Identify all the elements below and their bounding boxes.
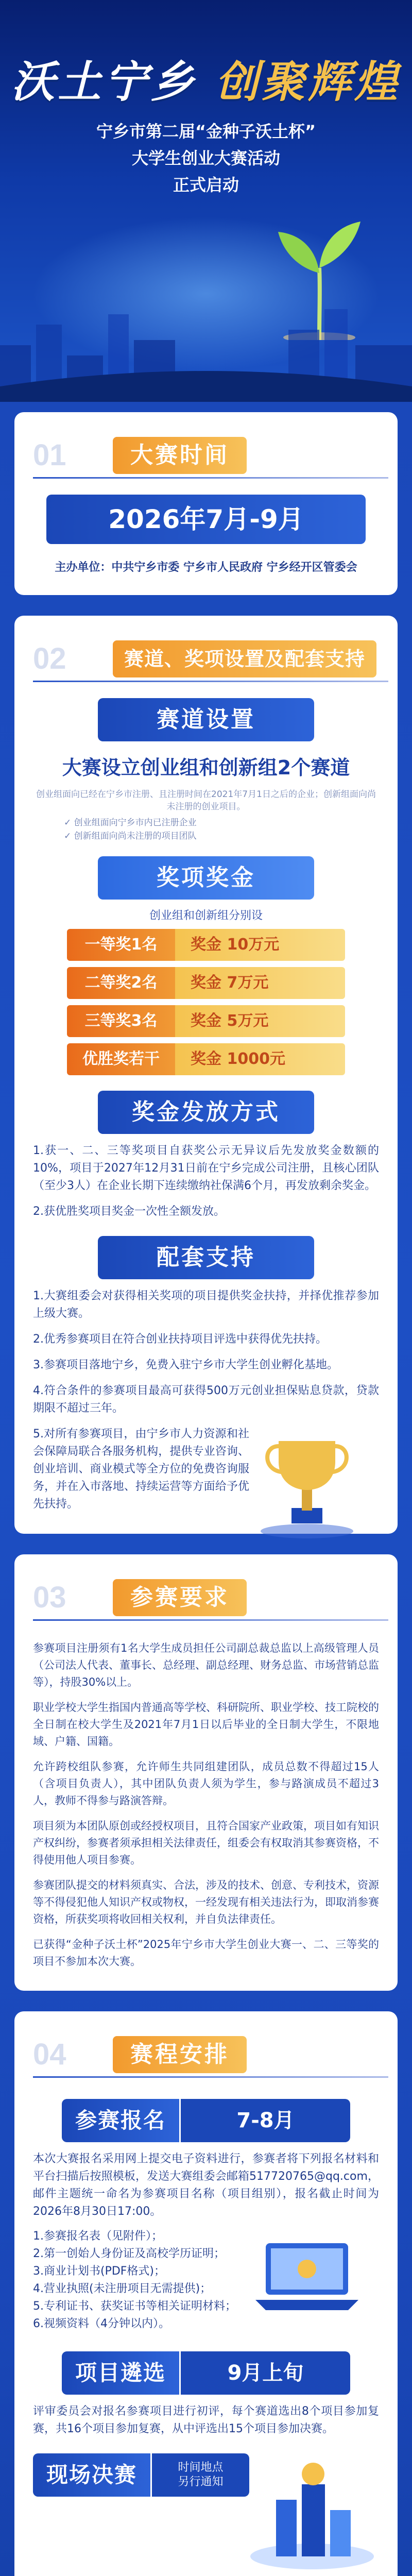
support-text-2: 2.优秀参赛项目在符合创业扶持项目评选中获得优先扶持。 <box>33 1333 327 1346</box>
schedule-registration: 参赛报名 7-8月 <box>62 2099 350 2142</box>
payment-title: 奖金发放方式 <box>98 1091 314 1134</box>
requirement-4: 项目须为本团队原创或经授权项目，且符合国家产业政策，项目如有知识产权纠纷，参赛者须承担相关法律责任，组委会有权取消其参赛资格，不得使用他人项目参赛。 <box>33 1820 379 1866</box>
section-tracks <box>14 616 398 1534</box>
material-item: 6.视频资料（4分钟以内）。 <box>33 2317 170 2330</box>
city-model-illustration-icon <box>245 2453 379 2572</box>
prize-subtitle: 创业组和创新组分别设 <box>149 909 263 922</box>
section-tag: 大赛时间 <box>113 437 247 474</box>
schedule-selection: 项目遴选 9月上旬 <box>62 2351 350 2395</box>
prize-row: 一等奖1名 奖金 10万元 <box>33 929 379 961</box>
laptop-illustration-icon <box>250 2223 364 2326</box>
section-number: 02 <box>33 642 66 675</box>
prize-row: 优胜奖若干 奖金 1000元 <box>33 1043 379 1075</box>
section-time <box>14 412 398 595</box>
section-number: 03 <box>33 1581 66 1614</box>
hero-subtitle-3: 正式启动 <box>173 175 239 195</box>
hero-subtitle-2: 大学生创业大赛活动 <box>131 148 280 168</box>
support-text-1: 1.大赛组委会对获得相关奖项的项目提供奖金扶持，并择优推荐参加上级大赛。 <box>33 1290 379 1320</box>
material-item: 2.第一创始人身份证及高校学历证明； <box>33 2247 225 2260</box>
requirement-1: 参赛项目注册须有1名大学生成员担任公司副总裁总监以上高级管理人员（公司法人代表、董事长、总经理、副总经理、财务总监、市场营销总监等），持股30%以上。 <box>33 1642 379 1688</box>
material-item: 1.参赛报名表（见附件）； <box>33 2230 163 2243</box>
date-pill: 2026年7月-9月 <box>46 495 366 544</box>
section-tag: 赛程安排 <box>113 2036 247 2073</box>
hero-banner <box>0 0 412 402</box>
track-line: 大赛设立创业组和创新组2个赛道 <box>62 756 350 779</box>
prize-row: 三等奖3名 奖金 5万元 <box>33 1005 379 1037</box>
support-text-3: 3.参赛项目落地宁乡，免费入驻宁乡市大学生创业孵化基地。 <box>33 1359 338 1371</box>
prize-row: 二等奖2名 奖金 7万元 <box>33 967 379 999</box>
registration-text: 本次大赛报名采用网上提交电子资料进行，参赛者将下列报名材料和平台扫描后按照模板，发送大赛组委会邮箱517720765@qq.com，邮件主题统一命名为参赛项目名称（项目组别），报名截止时间为2026年8月30日17:00。 <box>33 2153 379 2218</box>
track-ticks: ✓ 创业组面向宁乡市内已注册企业 ✓ 创新组面向尚未注册的项目团队 <box>64 818 197 841</box>
track-note: 创业组面向已经在宁乡市注册、且注册时间在2021年7月1日之后的企业；创新组面向尚未注册的创业项目。 <box>36 789 376 812</box>
material-item: 4.营业执照(未注册项目无需提供)； <box>33 2282 212 2295</box>
hosts-line: 主办单位：中共宁乡市委 宁乡市人民政府 宁乡经开区管委会 <box>55 561 357 574</box>
section-tag: 参赛要求 <box>113 1579 247 1616</box>
section-number: 01 <box>33 438 66 472</box>
trophy-icon <box>255 1426 358 1539</box>
prize-title: 奖项奖金 <box>98 856 314 900</box>
selection-text: 评审委员会对报名参赛项目进行初评，每个赛道选出8个项目参加复赛，共16个项目参加复赛，从中评选出15个项目参加决赛。 <box>33 2405 379 2435</box>
section-schedule <box>14 2011 398 2576</box>
hero-title: 沃土宁乡 创聚辉煌 <box>11 56 401 107</box>
section-tag: 赛道、奖项设置及配套支持 <box>113 640 376 677</box>
material-item: 5.专利证书、获奖证书等相关证明材料； <box>33 2300 236 2313</box>
payment-text-2: 2.获优胜奖项目奖金一次性全额发放。 <box>33 1205 225 1218</box>
requirement-6: 已获得“金种子沃土杯”2025年宁乡市大学生创业大赛一、二、三等奖的项目不参加本次大赛。 <box>33 1938 379 1968</box>
payment-text-1: 1.获一、二、三等奖项目自获奖公示无异议后先发放奖金数额的10%，项目于2027年12月31日前在宁乡完成公司注册，且核心团队（至少3人）在企业长期下连续缴纳社保满6个月，再发放剩余奖金。 <box>33 1144 379 1192</box>
requirement-3: 允许跨校组队参赛，允许师生共同组建团队，成员总数不得超过15人（含项目负责人），其中团队负责人须为学生，参与路演成员不超过3人，教师不得参与路演答辩。 <box>33 1760 379 1807</box>
requirement-5: 参赛团队提交的材料须真实、合法，涉及的技术、创意、专利技术，资源等不得侵犯他人知识产权或物权，一经发现有相关违法行为，即取消参赛资格，所获奖项将收回相关权利，并自负法律责任。 <box>33 1879 379 1925</box>
hero-subtitle-1: 宁乡市第二届“金种子沃土杯” <box>96 122 316 141</box>
support-title: 配套支持 <box>98 1236 314 1279</box>
section-requirements <box>14 1554 398 1991</box>
schedule-final: 现场决赛 时间地点 另行通知 <box>33 2453 249 2497</box>
section-number: 04 <box>33 2038 66 2071</box>
material-item: 3.商业计划书(PDF格式)； <box>33 2265 166 2278</box>
requirement-2: 职业学校大学生指国内普通高等学校、科研院所、职业学校、技工院校的全日制在校大学生及2021年7月1日以后毕业的全日制大学生，不限地域、户籍、国籍。 <box>33 1701 379 1748</box>
city-skyline-icon <box>0 268 412 402</box>
support-text-4: 4.符合条件的参赛项目最高可获得500万元创业担保贴息贷款，贷款期限不超过三年。 <box>33 1384 379 1415</box>
track-title: 赛道设置 <box>98 698 314 741</box>
support-text-5: 5.对所有参赛项目，由宁乡市人力资源和社会保障局联合各服务机构，提供专业咨询、创业培训、商业模式等全方位的免费咨询服务，并在入市落地、持续运营等方面给予优先扶持。 <box>33 1428 249 1511</box>
